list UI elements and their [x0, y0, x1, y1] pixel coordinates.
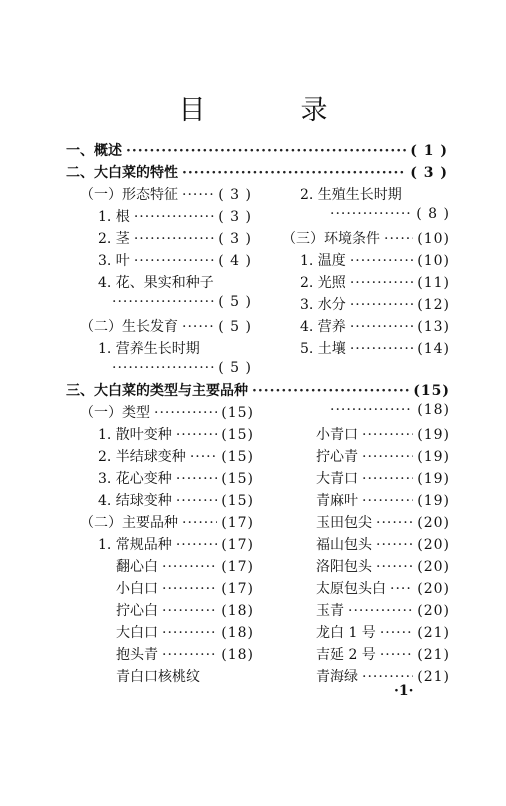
toc-label: （二）主要品种: [80, 515, 178, 531]
toc-label: 福山包头: [316, 537, 372, 553]
toc-page: (18): [221, 603, 254, 619]
toc-page: (15): [221, 471, 254, 487]
toc-entry[interactable]: [316, 534, 450, 554]
dot-leader: [182, 187, 214, 203]
toc-entry-continuation[interactable]: [330, 206, 450, 222]
dot-leader: [348, 603, 413, 619]
toc-label: 三、大白菜的类型与主要品种: [66, 383, 248, 399]
dot-leader: [376, 559, 413, 575]
toc-entry[interactable]: [316, 424, 450, 444]
toc-entry[interactable]: [316, 468, 450, 488]
dot-leader: [384, 231, 413, 247]
toc-label: 1. 温度: [300, 253, 346, 269]
toc-label: 青麻叶: [316, 493, 358, 509]
toc-entry[interactable]: [316, 600, 450, 620]
toc-page: (18): [417, 402, 450, 418]
toc-label: 3. 水分: [300, 297, 346, 313]
toc-entry[interactable]: [300, 272, 450, 292]
toc-page: ( 3 ): [218, 187, 252, 203]
toc-page: ( 5 ): [218, 360, 252, 376]
toc-label: 吉延 2 号: [316, 647, 376, 663]
toc-entry[interactable]: [98, 228, 252, 248]
toc-label: 2. 茎: [98, 231, 130, 247]
dot-leader: [112, 360, 214, 376]
toc-page: ( 3 ): [410, 165, 448, 181]
toc-label: 5. 土壤: [300, 341, 346, 357]
dot-leader: [362, 449, 413, 465]
dot-leader: [380, 647, 413, 663]
toc-entry[interactable]: [300, 338, 450, 358]
toc-label: 1. 根: [98, 209, 130, 225]
page-title: 目 录: [178, 95, 362, 126]
toc-label: 2. 半结球变种: [98, 449, 186, 465]
dot-leader: [252, 383, 409, 399]
toc-page: ( 1 ): [410, 143, 448, 159]
dot-leader: [162, 559, 217, 575]
toc-entry[interactable]: [80, 402, 254, 422]
toc-entry[interactable]: [300, 294, 450, 314]
toc-label: 抱头青: [116, 647, 158, 663]
toc-label: 拧心青: [316, 449, 358, 465]
dot-leader: [162, 603, 217, 619]
toc-label: 大白口: [116, 625, 158, 641]
toc-entry[interactable]: [80, 316, 252, 336]
dot-leader: [350, 275, 413, 291]
toc-entry[interactable]: [300, 250, 450, 270]
dot-leader: [126, 143, 406, 159]
toc-page: (18): [221, 625, 254, 641]
toc-entry-continuation[interactable]: [330, 402, 450, 418]
dot-leader: [134, 209, 214, 225]
dot-leader: [350, 253, 413, 269]
toc-page: (10): [417, 231, 450, 247]
toc-entry-characteristics[interactable]: [66, 162, 448, 182]
dot-leader: [176, 537, 217, 553]
toc-entry-continuation[interactable]: [112, 360, 252, 376]
toc-entry[interactable]: [316, 622, 450, 642]
toc-entry[interactable]: [316, 490, 450, 510]
toc-label: （一）形态特征: [80, 187, 178, 203]
toc-entry[interactable]: [316, 556, 450, 576]
toc-entry[interactable]: [316, 578, 450, 598]
toc-label: 玉田包尖: [316, 515, 372, 531]
toc-page: (19): [417, 471, 450, 487]
toc-label: 1. 散叶变种: [98, 427, 172, 443]
toc-label: 洛阳包头: [316, 559, 372, 575]
dot-leader: [350, 297, 413, 313]
toc-page: (11): [417, 275, 450, 291]
dot-leader: [176, 471, 217, 487]
toc-page: (19): [417, 427, 450, 443]
dot-leader: [380, 625, 413, 641]
toc-label: 拧心白: [116, 603, 158, 619]
toc-page: (20): [417, 537, 450, 553]
toc-label: 4. 结球变种: [98, 493, 172, 509]
dot-leader: [134, 231, 214, 247]
toc-label: 二、大白菜的特性: [66, 165, 178, 181]
toc-page: ( 3 ): [218, 209, 252, 225]
toc-entry[interactable]: [98, 490, 254, 510]
toc-label: 一、概述: [66, 143, 122, 159]
toc-page: (21): [417, 669, 450, 685]
dot-leader: [362, 493, 413, 509]
toc-label: 太原包头白: [316, 581, 386, 597]
toc-entry[interactable]: [316, 512, 450, 532]
dot-leader: [182, 319, 214, 335]
toc-entry[interactable]: [116, 622, 254, 642]
dot-leader: [190, 449, 217, 465]
dot-leader: [390, 581, 413, 597]
toc-label: 龙白 1 号: [316, 625, 376, 641]
toc-page: (14): [417, 341, 450, 357]
dot-leader: [376, 515, 413, 531]
toc-label[interactable]: 2. 生殖生长时期: [300, 187, 402, 203]
toc-entry[interactable]: [116, 578, 254, 598]
toc-entry[interactable]: [98, 250, 252, 270]
toc-label: 3. 花心变种: [98, 471, 172, 487]
toc-page: (13): [417, 319, 450, 335]
toc-entry[interactable]: [116, 600, 254, 620]
toc-entry-overview[interactable]: [66, 140, 448, 160]
toc-label: （二）生长发育: [80, 319, 178, 335]
dot-leader: [362, 471, 413, 487]
toc-page: (17): [221, 515, 254, 531]
toc-entry[interactable]: [116, 644, 254, 664]
toc-page: (12): [417, 297, 450, 313]
toc-page: (10): [417, 253, 450, 269]
toc-entry[interactable]: [80, 184, 252, 204]
toc-page: (15): [221, 405, 254, 421]
toc-label: 1. 常规品种: [98, 537, 172, 553]
toc-page: (20): [417, 603, 450, 619]
dot-leader: [162, 647, 217, 663]
toc-entry-types-and-varieties[interactable]: [66, 380, 450, 400]
toc-label: 翻心白: [116, 559, 158, 575]
toc-label: （一）类型: [80, 405, 150, 421]
toc-page: (19): [417, 449, 450, 465]
toc-label: 小青口: [316, 427, 358, 443]
toc-page: (15): [221, 449, 254, 465]
toc-entry[interactable]: [316, 446, 450, 466]
toc-entry[interactable]: [98, 468, 254, 488]
toc-page: (20): [417, 559, 450, 575]
page-number: ·1·: [394, 683, 414, 699]
dot-leader: [162, 625, 217, 641]
toc-entry[interactable]: [98, 424, 254, 444]
dot-leader: [154, 405, 217, 421]
toc-page: (21): [417, 647, 450, 663]
dot-leader: [134, 253, 214, 269]
dot-leader: [350, 319, 413, 335]
toc-page: ( 8 ): [416, 206, 450, 222]
toc-label: 2. 光照: [300, 275, 346, 291]
toc-label[interactable]: 青白口核桃纹: [116, 669, 200, 685]
toc-label: 3. 叶: [98, 253, 130, 269]
toc-page: ( 3 ): [218, 231, 252, 247]
dot-leader: [376, 537, 413, 553]
toc-label: 4. 营养: [300, 319, 346, 335]
toc-page: ( 5 ): [218, 319, 252, 335]
dot-leader: [330, 206, 412, 222]
toc-label: 大青口: [316, 471, 358, 487]
toc-entry[interactable]: [282, 228, 450, 248]
toc-page: (15): [221, 427, 254, 443]
dot-leader: [176, 493, 217, 509]
toc-entry[interactable]: [80, 512, 254, 532]
dot-leader: [176, 427, 217, 443]
toc-page: (17): [221, 581, 254, 597]
toc-label: 小白口: [116, 581, 158, 597]
toc-page: ( 4 ): [218, 253, 252, 269]
toc-label: 青海绿: [316, 669, 358, 685]
dot-leader: [182, 515, 217, 531]
toc-entry[interactable]: [98, 206, 252, 226]
toc-page: ( 5 ): [218, 294, 252, 310]
toc-entry-continuation[interactable]: [112, 294, 252, 310]
toc-entry[interactable]: [300, 316, 450, 336]
toc-entry[interactable]: [316, 644, 450, 664]
toc-entry[interactable]: [316, 666, 450, 686]
toc-page: (15): [221, 493, 254, 509]
toc-label[interactable]: 1. 营养生长时期: [98, 341, 200, 357]
toc-page: (19): [417, 493, 450, 509]
toc-page: (17): [221, 537, 254, 553]
toc-page: (20): [417, 515, 450, 531]
toc-entry[interactable]: [116, 556, 254, 576]
toc-entry[interactable]: [98, 534, 254, 554]
toc-page: (17): [221, 559, 254, 575]
toc-label[interactable]: 4. 花、果实和种子: [98, 275, 214, 291]
dot-leader: [112, 294, 214, 310]
toc-page: (21): [417, 625, 450, 641]
dot-leader: [182, 165, 406, 181]
toc-label: （三）环境条件: [282, 231, 380, 247]
toc-page: (18): [221, 647, 254, 663]
toc-label: 玉青: [316, 603, 344, 619]
dot-leader: [162, 581, 217, 597]
toc-entry[interactable]: [98, 446, 254, 466]
dot-leader: [330, 402, 413, 418]
toc-page: (15): [413, 383, 450, 399]
dot-leader: [362, 427, 413, 443]
dot-leader: [350, 341, 413, 357]
toc-page: (20): [417, 581, 450, 597]
